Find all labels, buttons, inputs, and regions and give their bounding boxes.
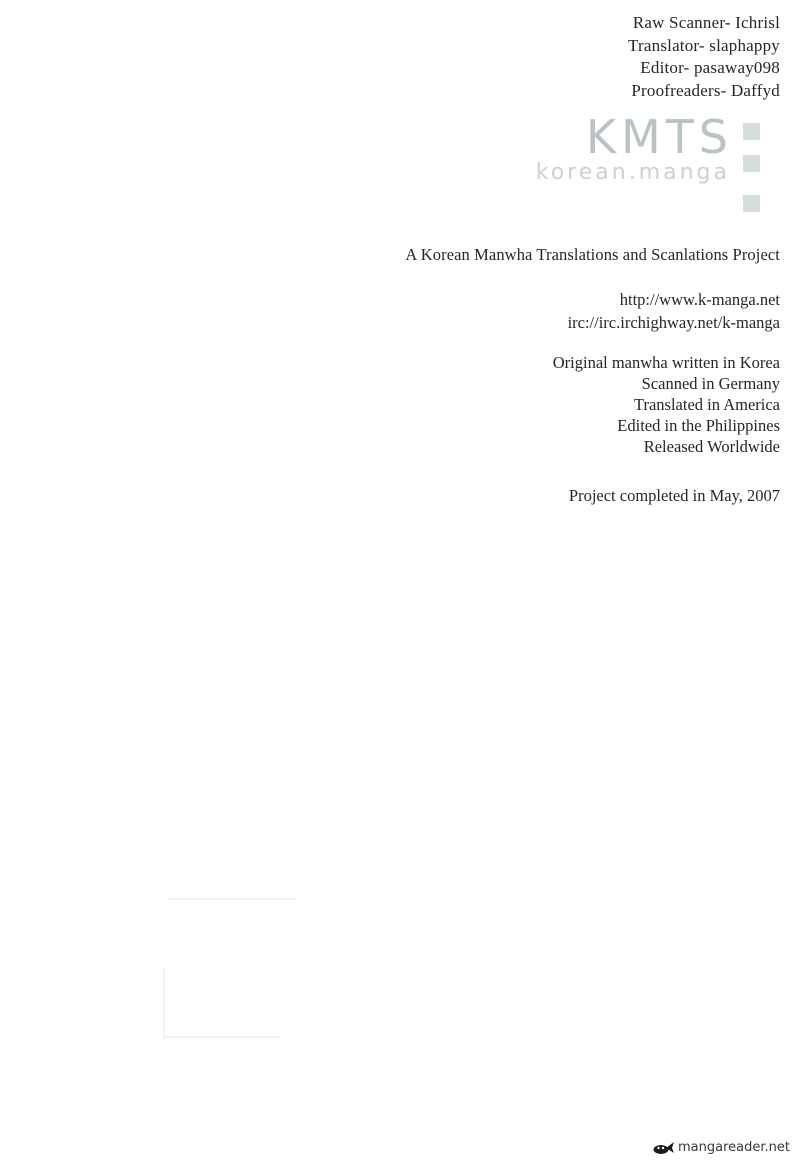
logo-square-icon-3 (743, 195, 760, 212)
credits-block (360, 12, 780, 102)
project-tagline: A Korean Manwha Translations and Scanlations Project (405, 245, 780, 264)
kmts-logo (478, 110, 778, 220)
credit-line-editor: Editor- pasaway098 (640, 58, 780, 77)
irc-link[interactable]: irc://irc.irchighway.net/k-manga (567, 313, 780, 332)
watermark-text: mangareader.net (678, 1140, 790, 1155)
website-link[interactable]: http://www.k-manga.net (619, 290, 780, 309)
page-artifact-line-1 (168, 898, 296, 900)
kmts-logo-wordmark: KMTS (585, 110, 733, 164)
credit-line-translator: Translator- slaphappy (628, 35, 780, 55)
location-line-original: Original manwha written in Korea (552, 353, 780, 372)
mangareader-logo-icon (653, 1141, 675, 1155)
credit-line-raw-scanner: Raw Scanner- Ichrisl (632, 13, 780, 32)
credit-line-proofreaders: Proofreaders- Daffyd (631, 80, 780, 100)
logo-square-icon-1 (743, 123, 760, 140)
production-locations (240, 352, 780, 457)
logo-square-icon-2 (743, 155, 760, 172)
site-watermark (653, 1140, 790, 1155)
kmts-logo-subtitle: korean.manga (535, 160, 730, 185)
page-artifact-line-2 (163, 967, 165, 1039)
project-completion-date: Project completed in May, 2007 (568, 486, 780, 505)
location-line-edited: Edited in the Philippines (617, 416, 780, 435)
location-line-scanned: Scanned in Germany (641, 374, 780, 393)
page-artifact-line-3 (163, 1036, 281, 1038)
location-line-released: Released Worldwide (643, 437, 780, 456)
location-line-translated: Translated in America (633, 395, 780, 414)
project-links (240, 288, 780, 334)
